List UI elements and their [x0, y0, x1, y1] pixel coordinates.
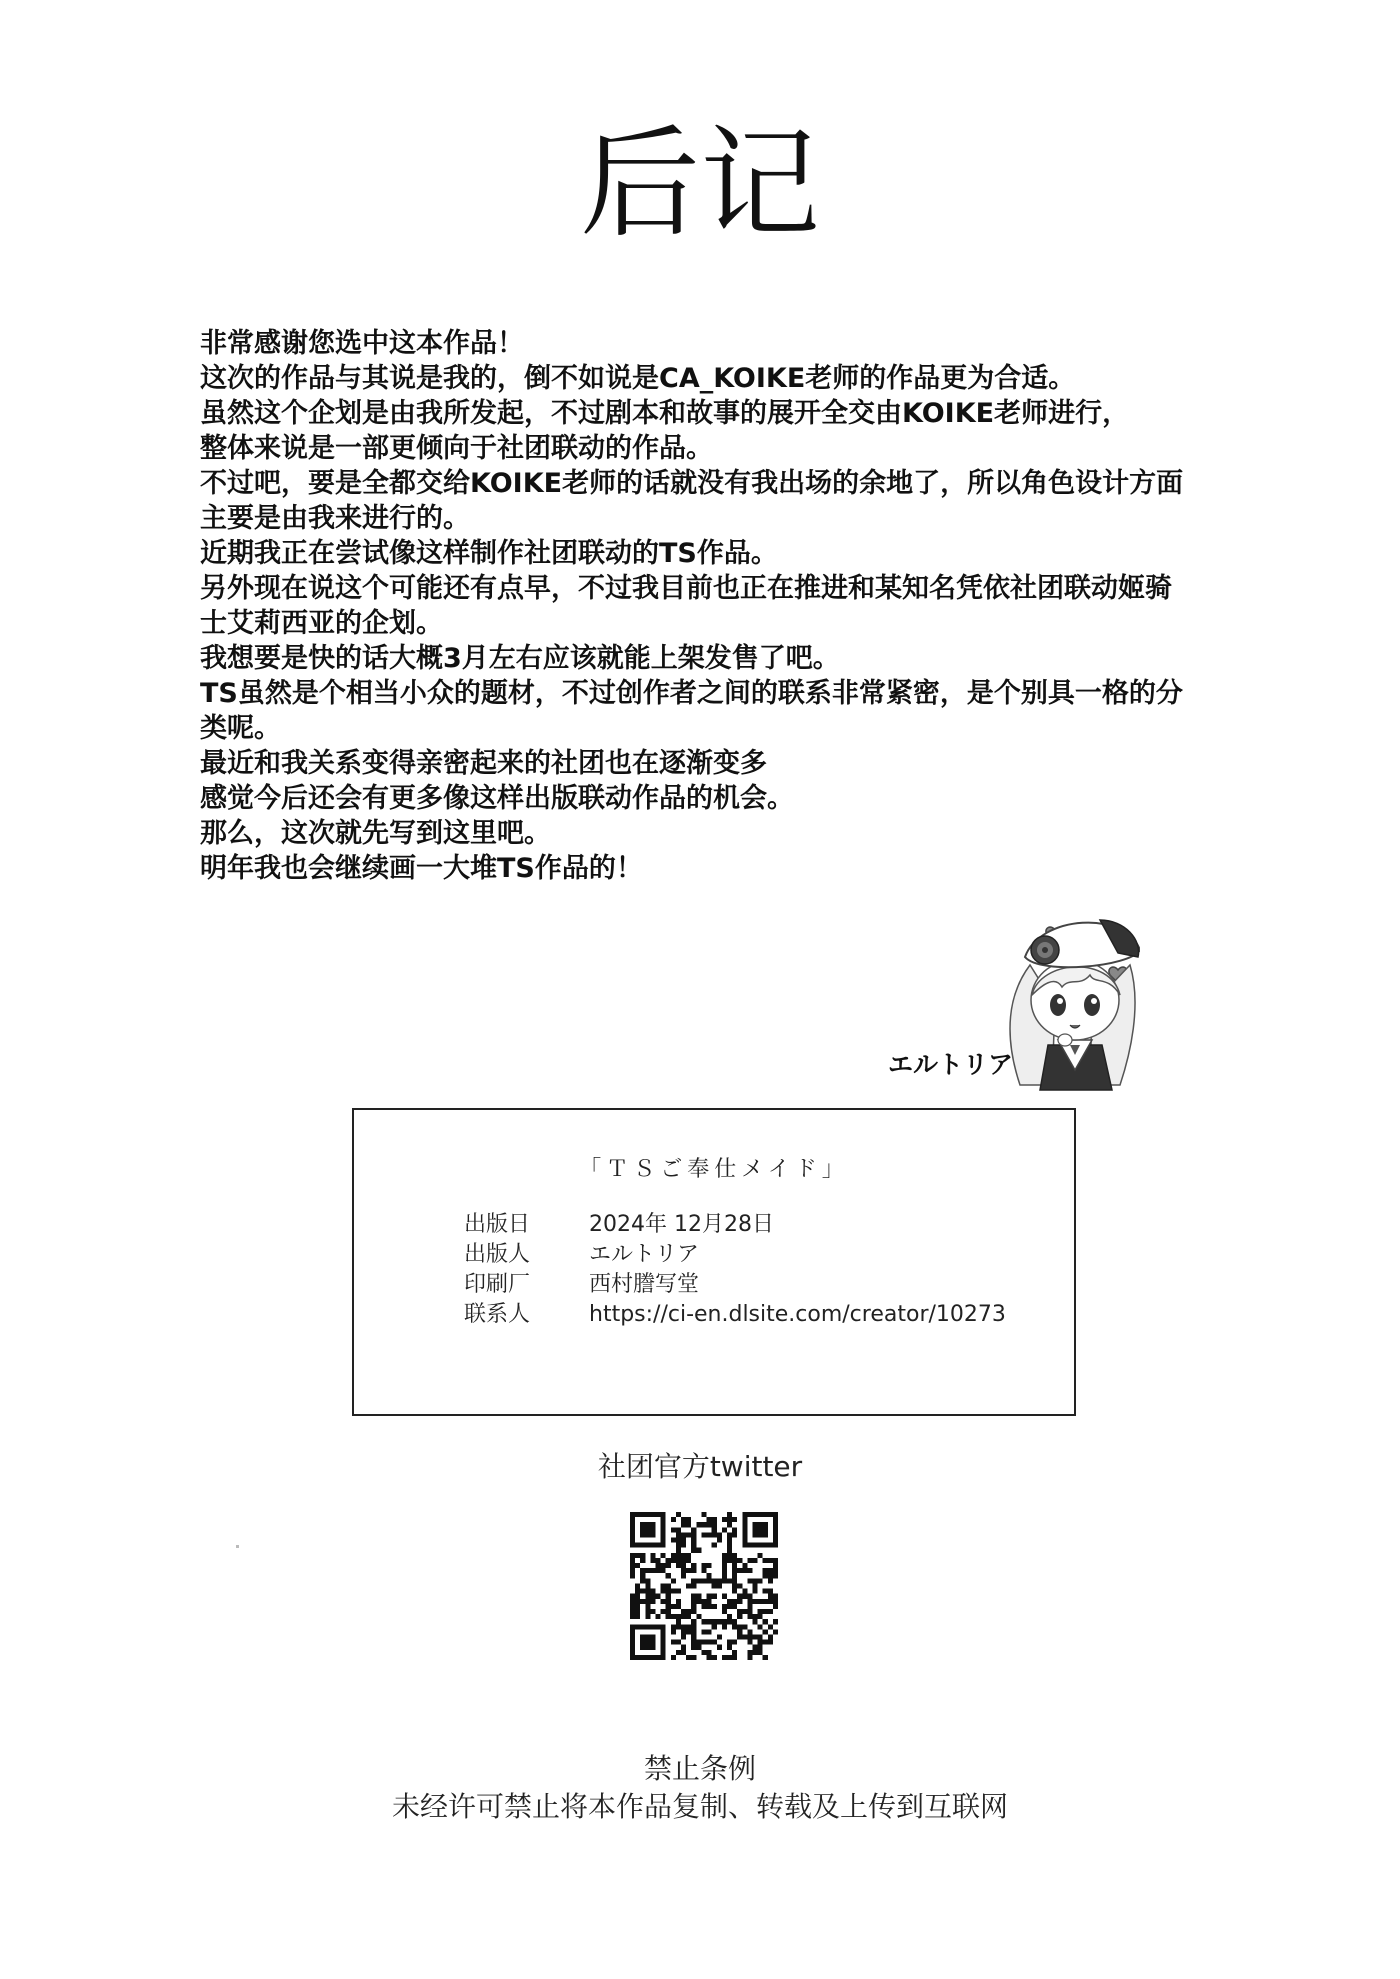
colophon-title: 「ＴＳご奉仕メイド」	[579, 1157, 849, 1182]
afterword-line: 我想要是快的话大概3月左右应该就能上架发售了吧。	[200, 643, 840, 674]
afterword-line: 明年我也会继续画一大堆TS作品的！	[200, 853, 643, 884]
stray-mark	[236, 1545, 239, 1548]
colophon-value: 2024年 12月28日	[589, 1212, 774, 1237]
afterword-line: 不过吧，要是全都交给KOIKE老师的话就没有我出场的余地了，所以角色设计方面	[200, 468, 1184, 499]
afterword-line: 虽然这个企划是由我所发起，不过剧本和故事的展开全交由KOIKE老师进行，	[200, 398, 1130, 429]
afterword-line: 近期我正在尝试像这样制作社团联动的TS作品。	[200, 538, 778, 569]
colophon-box	[352, 1108, 1076, 1416]
colophon-label: 出版日	[464, 1212, 531, 1237]
colophon-label: 印刷厂	[464, 1272, 531, 1297]
afterword-line: 非常感谢您选中这本作品！	[200, 328, 524, 359]
afterword-line: 主要是由我来进行的。	[200, 503, 470, 534]
afterword-line: 最近和我关系变得亲密起来的社团也在逐渐变多	[200, 748, 767, 779]
colophon-row-publisher	[464, 1240, 1006, 1270]
twitter-label: 社团官方twitter	[597, 1450, 803, 1483]
afterword-line: 那么，这次就先写到这里吧。	[200, 818, 551, 849]
afterword-line: 士艾莉西亚的企划。	[200, 608, 443, 639]
contact-link: https://ci-en.dlsite.com/creator/10273	[589, 1302, 1006, 1327]
colophon-value: エルトリア	[589, 1242, 700, 1267]
colophon-label: 联系人	[464, 1302, 531, 1327]
colophon-row-contact	[464, 1300, 1006, 1330]
colophon-row-printer	[464, 1270, 1006, 1300]
afterword-line: 这次的作品与其说是我的，倒不如说是CA_KOIKE老师的作品更为合适。	[200, 363, 1076, 394]
prohibition-text: 未经许可禁止将本作品复制、转载及上传到互联网	[391, 1790, 1008, 1823]
afterword-line: 另外现在说这个可能还有点早，不过我目前也正在推进和某知名凭依社团联动姬骑	[200, 573, 1172, 604]
prohibition-title: 禁止条例	[643, 1752, 756, 1785]
colophon-details	[464, 1210, 1006, 1330]
author-signature: エルトリア	[888, 1050, 1014, 1079]
afterword-line: 整体来说是一部更倾向于社团联动的作品。	[200, 433, 713, 464]
colophon-label: 出版人	[464, 1242, 531, 1267]
colophon-value: 西村謄写堂	[589, 1272, 700, 1297]
qr-code-icon	[630, 1512, 778, 1660]
afterword-text	[200, 326, 1260, 886]
page-title: 后记	[580, 115, 820, 254]
colophon-row-publish-date	[464, 1210, 1006, 1240]
afterword-line: 类呢。	[200, 713, 281, 744]
afterword-line: TS虽然是个相当小众的题材，不过创作者之间的联系非常紧密，是个别具一格的分	[200, 678, 1183, 709]
afterword-line: 感觉今后还会有更多像这样出版联动作品的机会。	[200, 783, 794, 814]
